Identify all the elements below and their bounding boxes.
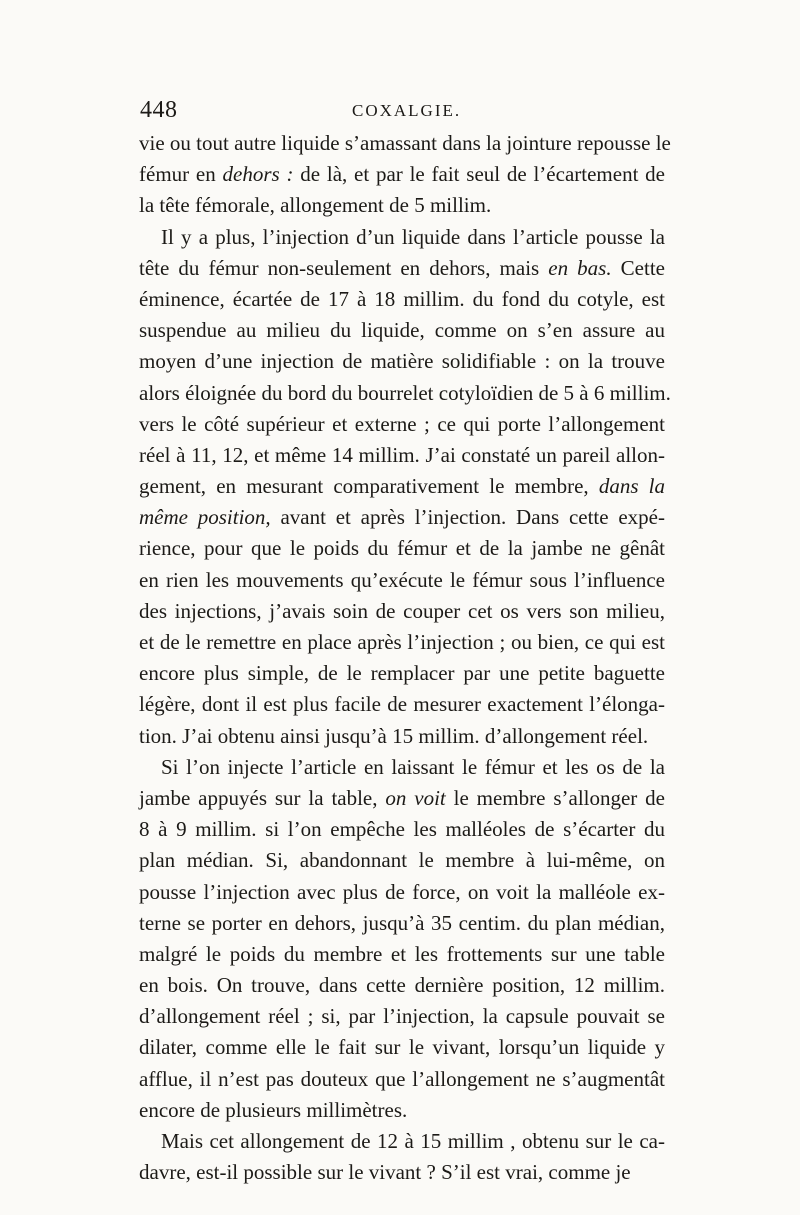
text-run: pousse l’injection avec plus de force, on voit la malléole ex- — [139, 879, 665, 904]
text-line — [139, 783, 665, 814]
paragraph — [139, 752, 665, 1126]
text-line — [139, 814, 665, 845]
text-run: 8 à 9 millim. si l’on empêche les malléoles de s’écarter du — [139, 817, 665, 842]
italic-text: on voit — [385, 785, 446, 810]
text-run: vie ou tout autre liquide s’amassant dans la jointure repousse le — [139, 131, 671, 155]
text-run: encore de plusieurs millimètres. — [139, 1097, 408, 1122]
text-run: Mais cet allongement de 12 à 15 millim , obtenu sur le ca- — [161, 1129, 665, 1153]
text-line — [139, 939, 665, 970]
text-run: plan médian. Si, abandonnant le membre à lui-même, on — [139, 848, 665, 873]
paragraph — [139, 222, 671, 752]
text-line — [139, 752, 665, 783]
text-run: d’allongement réel ; si, par l’injection, la capsule pouvait se — [139, 1004, 665, 1029]
text-run: moyen d’une injection de matière solidifiable : on la trouve — [139, 349, 665, 374]
text-run: gement, en mesurant comparativement le membre, — [139, 474, 599, 499]
text-line — [139, 159, 665, 190]
text-line — [139, 877, 665, 908]
text-line — [139, 533, 665, 564]
text-line — [139, 596, 665, 627]
text-line — [139, 1001, 665, 1032]
text-line — [139, 409, 665, 440]
text-line — [139, 658, 665, 689]
text-line — [139, 721, 665, 752]
text-line — [139, 346, 665, 377]
text-run: malgré le poids du membre et les frottements sur une table — [139, 941, 665, 966]
text-run: rience, pour que le poids du fémur et de la jambe ne gênât — [139, 536, 665, 561]
page-number: 448 — [140, 97, 178, 123]
text-run: davre, est-il possible sur le vivant ? S’il est vrai, comme je — [139, 1160, 631, 1185]
text-run: dilater, comme elle le fait sur le vivant, lorsqu’un liquide y — [139, 1035, 665, 1060]
text-run: tion. J’ai obtenu ainsi jusqu’à 15 millim. d’allongement réel. — [139, 723, 649, 748]
text-line — [139, 689, 665, 720]
text-line — [139, 253, 665, 284]
text-line — [139, 440, 665, 471]
text-line — [139, 627, 665, 658]
text-line — [139, 1064, 665, 1095]
text-run: terne se porter en dehors, jusqu’à 35 centim. du plan médian, — [139, 910, 665, 935]
text-line — [139, 222, 665, 253]
text-run: afflue, il n’est pas douteux que l’allongement ne s’augmentât — [139, 1066, 665, 1091]
text-run: alors éloignée du bord du bourrelet cotyloïdien de 5 à 6 millim. — [139, 380, 671, 405]
text-line — [139, 1095, 665, 1126]
page-header — [140, 97, 664, 127]
text-run: en rien les mouvements qu’exécute le fémur sous l’influence — [139, 567, 665, 592]
italic-text: dehors : — [222, 162, 294, 187]
text-line — [139, 502, 665, 533]
text-line — [139, 565, 665, 596]
italic-text: même position, — [139, 505, 271, 530]
text-run: de là, et par le fait seul de l’écartement de — [293, 162, 666, 187]
text-run: des injections, j’avais soin de couper cet os vers son milieu, — [139, 598, 665, 623]
text-run: vers le côté supérieur et externe ; ce qui porte l’allongement — [139, 411, 665, 436]
text-line — [139, 128, 671, 159]
text-run: et de le remettre en place après l’injection ; ou bien, ce qui est — [139, 630, 665, 654]
text-run: Si l’on injecte l’article en laissant le fémur et les os de la — [161, 754, 665, 779]
text-run: le membre s’allonger de — [445, 785, 665, 810]
text-line — [139, 315, 665, 346]
text-run: légère, dont il est plus facile de mesurer exactement l’élonga- — [139, 692, 665, 717]
text-run: réel à 11, 12, et même 14 millim. J’ai constaté un pareil allon- — [139, 442, 665, 467]
italic-text: en bas. — [548, 255, 612, 280]
text-run: encore plus simple, de le remplacer par une petite baguette — [139, 661, 665, 686]
text-run: suspendue au milieu du liquide, comme on s’en assure au — [139, 318, 665, 343]
text-line — [139, 970, 665, 1001]
text-line — [139, 378, 671, 409]
text-run: Cette — [611, 255, 665, 280]
text-run: éminence, écartée de 17 à 18 millim. du fond du cotyle, est — [139, 286, 665, 311]
text-run: en bois. On trouve, dans cette dernière position, 12 millim. — [139, 973, 665, 998]
text-line — [139, 190, 665, 221]
paragraph — [139, 128, 671, 222]
text-line — [139, 284, 665, 315]
text-line — [139, 908, 665, 939]
text-line — [139, 471, 665, 502]
text-run: jambe appuyés sur la table, — [139, 785, 386, 810]
text-run: la tête fémorale, allongement de 5 millim. — [139, 193, 492, 218]
text-line — [139, 1157, 665, 1188]
text-run: fémur en — [139, 162, 223, 187]
body-text — [139, 128, 671, 1188]
text-run: Il y a plus, l’injection d’un liquide dans l’article pousse la — [161, 224, 665, 249]
text-line — [139, 845, 665, 876]
text-line — [139, 1032, 665, 1063]
running-title: COXALGIE. — [352, 101, 462, 120]
italic-text: dans la — [598, 474, 665, 499]
paragraph — [139, 1126, 665, 1188]
text-run: tête du fémur non-seulement en dehors, mais — [139, 255, 549, 280]
text-line — [139, 1126, 665, 1157]
text-run: avant et après l’injection. Dans cette expé- — [270, 505, 665, 530]
